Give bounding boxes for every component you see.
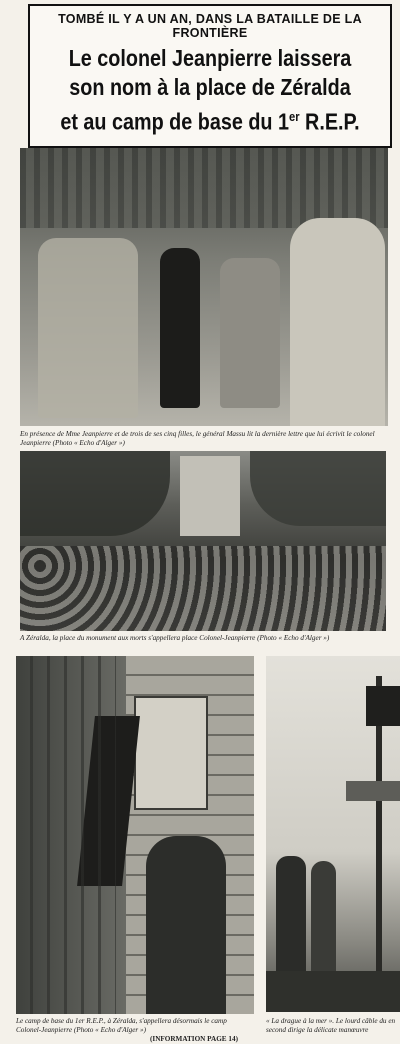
caption-camp-sign: Le camp de base du 1er R.E.P., à Zéralda, s'appellera désormais le camp Colonel-Jeanpierre (Photo « Echo d'Alger ») — [16, 1017, 227, 1034]
photo-crowd — [20, 451, 386, 631]
caption-ceremony: En présence de Mme Jeanpierre et de trois de ses cinq filles, le général Massu lit la dernière lettre que lui écrivit le colonel Jeanpierre (Photo « Echo d'Alger ») — [20, 430, 375, 447]
headline-line-3-end: R.E.P. — [299, 108, 360, 135]
headline-line-2: son nom à la place de Zéralda — [69, 74, 351, 100]
caption-dredge: « La drague à la mer ». Le lourd câble du en second dirige la délicate manœuvre — [266, 1017, 396, 1034]
headline-line-3-text: et au camp de base du 1 — [60, 108, 289, 135]
caption-crowd: A Zéralda, la place du monument aux morts s'appellera place Colonel-Jeanpierre (Photo « Echo d'Alger ») — [20, 634, 330, 642]
headline-line-3 — [55, 102, 365, 137]
photo-dredge — [266, 656, 400, 1012]
photo-camp-sign — [16, 656, 254, 1014]
information-page-note: (INFORMATION PAGE 14) — [150, 1035, 238, 1043]
kicker: TOMBÉ IL Y A UN AN, DANS LA BATAILLE DE LA FRONTIÈRE — [58, 12, 362, 40]
headline-line-1: Le colonel Jeanpierre laissera — [68, 45, 352, 71]
photo-ceremony — [20, 148, 388, 426]
headline-superscript: er — [288, 109, 300, 124]
headline-box — [28, 4, 392, 148]
